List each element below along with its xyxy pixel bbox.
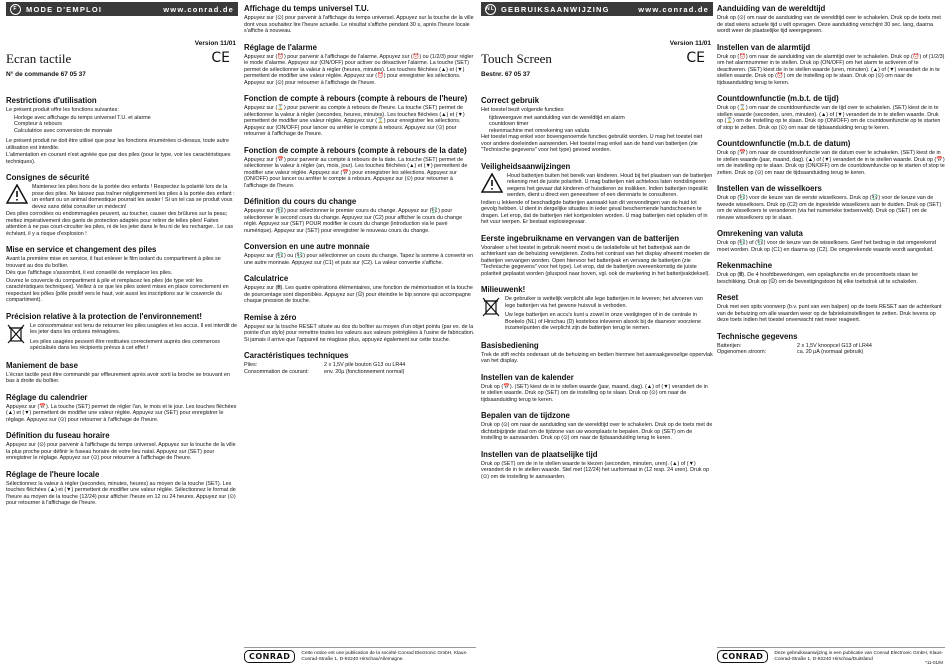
- section-text: Des piles corrodées ou endommagées peuvent, au toucher, causer des brûlures sur la peau; mettez impérativement des gants de protection adaptés pour retirer de telles piles! Faites attention à ne pas court-circuiter les piles, ni de les jeter dans le feu ni de les recharger.. Le cas échéant, il y a risque d'explosion !: [6, 211, 234, 237]
- crossed-bin-icon: [6, 323, 26, 345]
- banner-nl: [481, 2, 713, 16]
- version-label: Version 11/01: [669, 40, 711, 47]
- banner-site: www.conrad.de: [163, 4, 234, 14]
- section-text: Le présent produit ne doit être utilisé que pour les fonctions énumérées ci-dessus, toute autre utilisation est interdite.: [6, 138, 229, 151]
- section-text: Druk op (📅). (SET) kiest de in te stellen waarde (jaar, maand, dag). (▲) of (▼) verandert de in te stellen waarde. Druk op (SET) om de instelling op te slaan. Druk op (⊙) om naar de tijdsaanduiding terug te keren.: [481, 383, 708, 403]
- banner-title: MODE D'EMPLOI: [26, 4, 103, 14]
- column-nl-1: [481, 0, 713, 667]
- section-heading: Mise en service et changement des piles: [6, 245, 157, 254]
- section-text: Uw lege batterijen en accu's kunt u zowel in onze vestigingen of in de centrale in Boekelo (NL) of Hirschau (D) kosteloos inleveren alsook bij de daarvoor voorziene inzamelpunten die verplicht zijn de batterijen terug te nemen.: [505, 312, 701, 331]
- section-heading: Remise à zéro: [244, 312, 297, 322]
- section-heading: Reset: [717, 293, 739, 302]
- section-text: Appuyez sur (⏰) pour parvenir à l'affichage de l'alarme. Appuyez sur (⏰) ou (1/2/3) pour régler le mode d'alarme. Appuyez sur (ON/OFF) pour activer ou désactiver l'alarme. La touche (SET) permet de sélectionner la valeur à régler (heures, minutes). Les touches fléchées (▲) et (▼) permettent de modifier une valeur réglée. Appuyez sur (⏰) pour enregistrer les sélections. Appuyez sur (⊙) pour retourner à l'affichage de l'heure.: [244, 53, 474, 86]
- banner-title: GEBRUIKSAANWIJZING: [501, 4, 610, 14]
- banner-site: www.conrad.de: [638, 4, 709, 14]
- section-heading: Réglage du calendrier: [6, 392, 88, 402]
- section-heading: Instellen van de kalender: [481, 372, 574, 382]
- spec-value: env. 20µ (fonctionnement normal): [324, 368, 405, 375]
- section-heading: Technische gegevens: [717, 331, 798, 341]
- spec-label: Batterijen:: [717, 342, 742, 349]
- section-text: Houd batterijen buiten het bereik van kinderen. Houd bij het plaatsen van de batterijen rekening met de juiste polariteit. U mag batterijen niet achteloos laten rondslingeren wegens het gevaar dat kinderen of huisdieren ze inslikken. Indien batterijen ingeslikt werden, dient u direct een geneesheer of een dierenarts te consulteren.: [507, 172, 713, 198]
- section-text: Appuyez sur (⊙) pour parvenir à l'affichage du temps universel. Appuyez sur la touche de la ville la plus proche pour définir le fuseau horaire de votre lieu natal. Appuyez sur (SET) pour enregistrer le réglage. Appuyez sur (⊙) pour retourner à l'affichage de l'heure.: [6, 442, 236, 461]
- spec-label: Piles:: [244, 362, 258, 368]
- spec-value: 2 x 1,5V pile bouton G13 ou LR44: [324, 362, 406, 368]
- section-text: Appuyez sur (📅). La touche (SET) permet de régler l'an, le mois et le jour. Les touches fléchées (▲) et (▼) permettent de modifier une valeur réglée. Appuyez sur (SET) pour enregistrer le réglage. Appuyez sur (⊙) pour retourner à l'affichage de l'heure.: [6, 403, 237, 423]
- section-text: Appuyez sur (📅) pour parvenir au compte à rebours de la date. La touche (SET) permet de sélectionner la valeur à régler (an, mois, jour). Les touches fléchées (▲) et (▼) permettent de modifier une valeur réglée. Appuyez sur (📅) pour enregistrer les sélections. Appuyez sur (ON/OFF) pour lancer ou arrêter le compte à rebours. Appuyez sur (⊙) pour retourner à l'affichage de l'heure.: [244, 156, 468, 189]
- warning-icon: [481, 173, 503, 193]
- section-text: Druk op (⏰) om naar de aanduiding van de alarmtijd over te schakelen. Druk op (⏰) of (1/2/3) om het alarmnummer in te stellen. Druk op (ON/OFF) om het alarm te activeren of te deactiveren. (SET) kiest de in te stellen waarde (uren, minuten). (▲) of (▼) verandert de in te stellen waarde. Druk op (⏰) om de instelling op te slaan. Druk op (⊙) om naar de tijdsaanduiding terug te keren.: [717, 53, 945, 86]
- section-text: Trek de stift rechts onderaan uit de behuizing en bedien hiermee het aanraakgevoelige oppervlak van het display.: [481, 351, 713, 364]
- section-heading: Précision relative à la protection de l'environnement!: [6, 311, 202, 321]
- section-text: L'écran tactile peut être commandé par effleurement après avoir sorti la broche se trouvant en bas à droite du boîtier.: [6, 371, 230, 384]
- section-text: Le consommateur est tenu de retourner les piles usagées et les accus. Il est interdit de les jeter dans les ordures ménagères.: [30, 322, 238, 335]
- column-fr-1: [6, 0, 238, 667]
- section-heading: Conversion en une autre monnaie: [244, 242, 370, 251]
- spec-table: [717, 343, 945, 356]
- section-heading: Milieuwenk!: [481, 285, 526, 294]
- section-text: Ouvrez le couvercle du compartiment à pile et remplacez les piles (de type voir les caractéristiques techniques). Veillez à ce que les piles soient mises en place correctement en respectant les pôles (pôle positif vers le haut, voir aussi les inscriptions sur le couvercle du compartiment).: [6, 277, 229, 303]
- section-heading: Rekenmachine: [717, 261, 773, 270]
- section-text: De gebruiker is wettelijk verplicht alle lege batterijen in te leveren; het afvoeren van lege batterijen via het gewone huisvuil is verboden.: [505, 296, 703, 309]
- section-text: Druk op (⊙) om naar de aanduiding van de wereldtijd over te schakelen. Druk op de toets met de dichtstbijzijnde stad om de tijdzone van uw woonplaats te bepalen. Druk op (SET) om de instelling te aanvaarden. Druk op (⊙) om naar de tijdsaanduiding terug te keren.: [481, 422, 713, 441]
- section-heading: Aanduiding van de wereldtijd: [717, 4, 826, 13]
- section-heading: Eerste ingebruikname en vervangen van de batterijen: [481, 233, 680, 243]
- section-heading: Omrekening van valuta: [717, 229, 803, 238]
- header-nl: [481, 16, 713, 88]
- section-heading: Instellen van de plaatselijke tijd: [481, 449, 598, 459]
- section-text: Druk op (🖩). De 4 hoofdbewerkingen, een opslagfunctie en de procenttoets staan ter beschikking. Druk op (⊙) om de bevestigingstoon bij elke toetsdruk uit te schakelen.: [717, 272, 919, 285]
- section-heading: Calculatrice: [244, 274, 289, 283]
- section-text: Vooraleer u het toestel in gebruik neemt moet u de isolatiefolie uit het batterijvak aan de achterkant van de behuizing verwijderen. Zodra het contrast van het display afneemt moeten de batterijen vervangen worden. Open hiervoor het batterijvak en vervang de batterijen (zie "Technische gegevens" voor het type). Let erop, dat de batterijen overeenkomstig de juiste polariteit geplaatst worden (pluspool naar boven, vgl. ook de markering in het batterijvakdeksel).: [481, 244, 710, 277]
- section-heading: Bepalen van de tijdzone: [481, 411, 570, 420]
- list-item: • rekenmachine met omrekening van valuta: [489, 128, 713, 135]
- spec-value: 2 x 1,5V knoopcel G13 of LR44: [797, 342, 872, 349]
- section-heading: Fonction de compte à rebours (compte à rebours de l'heure): [244, 94, 468, 103]
- section-heading: Définition du cours du change: [244, 197, 357, 206]
- section-heading: Réglage de l'alarme: [244, 42, 317, 52]
- section-text: Het toestel mag enkel voor bovengenoemde functies gebruikt worden. U mag het toestel niet voor andere doeleinden aanwenden. Het toestel mag enkel aan de hand van batterijen (zie "Technische gegevens" voor het type) gevoed worden.: [481, 134, 703, 153]
- feature-list: [481, 115, 713, 135]
- page-title: Touch Screen: [481, 51, 552, 66]
- list-item: • Compteur à rebours: [14, 121, 238, 128]
- section-heading: Countdownfunctie (m.b.t. de tijd): [717, 94, 839, 103]
- section-heading: Maniement de base: [6, 360, 78, 370]
- feature-list: [6, 115, 238, 135]
- section-text: Appuyez sur (💱) ou (💱) pour sélectionner un cours du change. Tapez la somme à convertir en une autre monnaie. Appuyez sur (C1) et puis sur (C2). La valeur convertie s'affiche.: [244, 253, 474, 266]
- ce-mark-icon: CE: [686, 50, 705, 66]
- section-heading: Consignes de sécurité: [6, 173, 90, 182]
- section-text: Appuyez sur (💱) pour sélectionner le premier cours du change. Appuyez sur (💱) pour sélectionner le second cours du change. Appuyez sur (C2) pour afficher le cours du change réglé. Appuyez sur (SET) POUR modifier le cours du change (introduction via le pavé numérique). Appuyez sur (SET) pour enregistrer le nouveau cours du change.: [244, 208, 463, 234]
- header-fr: [6, 16, 238, 88]
- section-text: Appuyez sur (⌛) pour parvenir au compte à rebours de l'heure. La touche (SET) permet de sélectionner la valeur à régler (secondes, heures, minutes). Les touches fléchées (▲) et (▼) permettent de modifier une valeur réglée. Appuyez sur (⌛) pour enregistrer les sélections. Appuyez sur (ON/OFF) pour lancer ou arrêter le compte à rebours. Appuyez sur (⊙) pour retourner à l'affichage de l'heure.: [244, 105, 465, 137]
- section-heading: Instellen van de alarmtijd: [717, 42, 811, 52]
- spec-label: Opgenomen stroom:: [717, 349, 767, 355]
- footer-fr: [244, 647, 476, 663]
- footer-text: Cette notice est une publication de la société Conrad Electronic GmbH, Klaus-Conrad-Straße 1, D-92240 Hirschau/Allemagne.: [301, 650, 468, 662]
- section-heading: Réglage de l'heure locale: [6, 469, 100, 479]
- spec-table: [244, 362, 476, 375]
- section-heading: Basisbediening: [481, 340, 539, 350]
- section-text: Le présent produit offre les fonctions suivantes:: [6, 107, 119, 113]
- ce-mark-icon: CE: [211, 50, 230, 66]
- spec-label: Consommation de courant:: [244, 368, 309, 375]
- section-text: Druk op (⊙) om naar de aanduiding van de wereldtijd over te schakelen. Druk op de toets met de stad wiens actuele tijd u wilt opvragen. Deze aanduiding verschijnt 30 sec. lang, daarna wordt weer de plaatselijke tijd weergegeven.: [717, 15, 941, 34]
- section-text: Druk op (SET) om de in te stellen waarde te kiezen (seconden, minuten, uren). (▲) of (▼) verandert de in te stellen waarde. Stel met (12/24) het uurformaat in (12 resp. 24 uren). Druk op (⊙) om de instelling te aanvaarden.: [481, 460, 710, 480]
- section-heading: Countdownfunctie (m.b.t. de datum): [717, 139, 851, 148]
- order-number: Bestnr. 67 05 37: [481, 71, 531, 78]
- section-text: Druk op (💱) of (💱) voor de keuze van de wisselkoers. Geef het bedrag in dat omgerekend moet worden. Druk op (C1) en daarna op (C2). De omgerekende waarde wordt aangeduid.: [717, 240, 936, 253]
- section-text: Maintenez les piles hors de la portée des enfants ! Respectez la polarité lors de la pose des piles. Ne laissez pas traîner négligemment les piles à la portée des enfant : un enfant ou un animal domestique pourrait les avaler ! Si un tel cas se produit vous devez sans délai consulter un médecin!: [32, 184, 235, 210]
- section-text: Indien u lekkende of beschadigde batterijen aanraakt kan dit verwondingen van de huid tot gevolg hebben. U dient in dergelijke situaties in ieder geval beschermende handschoenen te dragen. Let erop, dat de batterijen niet kortgesloten worden. U mag batterijen niet opladen of in het vuur werpen. Er bestaat explosiegevaar.: [481, 199, 708, 225]
- page-title: Ecran tactile: [6, 51, 72, 66]
- spec-value: ca. 20 µA (normaal gebruik): [797, 349, 864, 355]
- section-heading: Fonction de compte à rebours (compte à rebours de la date): [244, 145, 467, 155]
- section-text: Druk op (⌛) om naar de countdownfunctie van de tijd over te schakelen. (SET) kiest de in te stellen waarde (seconden, uren, minuten). (▲) of (▼) verandert de in te stellen waarde. Druk op (⌛) om de instelling op te slaan. Druk op (ON/OFF) om de countdownfunctie op te starten of stop te zetten. Druk op (⊙) om naar de tijdsaanduiding terug te keren.: [717, 105, 941, 131]
- section-text: Avant la première mise en service, il faut enlever le film isolant du compartiment à piles se trouvant au dos du boîtier.: [6, 256, 221, 269]
- section-text: Dès que l'affichage s'assombrit, il est conseillé de remplacer les piles.: [6, 270, 173, 276]
- order-number: N° de commande 67 05 37: [6, 71, 86, 78]
- page-code: *11-01/M: [925, 660, 943, 665]
- section-text: L'alimentation en courant n'est agréée que par des piles (pour le type, voir les caractéristiques techniques).: [6, 152, 231, 165]
- section-heading: Affichage du temps universel T.U.: [244, 4, 369, 13]
- footer-text: Deze gebruiksaanwijzing is een publicatie van Conrad Electronic GmbH, Klaus-Conrad-Straße 1, D-92240 Hirschau/Duitsland: [774, 650, 944, 662]
- section-text: Appuyez sur (🖩). Les quatre opérations élémentaires, une fonction de mémorisation et la touche de pourcentage sont disponibles. Appuyez sur (⊙) pour éteindre le bip sonore qui accompagne chaque pression de touche.: [244, 285, 473, 304]
- section-heading: Veiligheidsaanwijzingen: [481, 161, 571, 171]
- version-label: Version 11/01: [194, 40, 236, 47]
- list-item: • Horloge avec affichage du temps universel T.U. et alarme: [14, 115, 238, 122]
- section-text: Het toestel bezit volgende functies:: [481, 107, 565, 113]
- section-text: Appuyez sur la touche RESET située au dos du boîtier au moyen d'un objet pointu (par ex. de la pointe d'un stylo) pour remettre toutes les valeurs aux valeurs préréglées à l'usine de fabrication. Si jamais il arrive que l'appareil ne réagisse plus, appuyez également sur cette touche.: [244, 323, 475, 343]
- section-heading: Définition du fuseau horaire: [6, 431, 110, 440]
- column-fr-2: [244, 0, 476, 667]
- list-item: • tijdsweergave met aanduiding van de wereldtijd en alarm: [489, 115, 713, 122]
- section-text: Les piles usagées peuvent être restituées correctement auprès des commerces spécialisés dans les récipients prévus à cet effet !: [30, 338, 220, 351]
- flag-icon: NL: [485, 4, 496, 15]
- section-text: Druk op (📅) om naar de countdownfunctie van de datum over te schakelen. (SET) kiest de in te stellen waarde (jaar, maand, dag). (▲) of (▼) verandert de in te stellen waarde. Druk op (📅) om de instelling op te slaan. Druk op (ON/OFF) om de countdownfunctie op te starten of stop te zetten. Druk op (⊙) om naar de tijdsaanduiding terug te keren.: [717, 150, 945, 176]
- section-text: Sélectionnez la valeur à régler (secondes, minutes, heures) au moyen de la touche (SET). Les touches fléchées (▲) et (▼) permettent de modifier une valeur réglée. Sélectionnez le format de l'heure au moyen de la touche (12/24) pour afficher l'heure en 12 ou 24 heures. Appuyez sur (⊙) pour retourner à l'affichage de l'heure.: [6, 480, 236, 506]
- list-item: • countdown timer: [489, 121, 713, 128]
- column-nl-2: [717, 0, 945, 667]
- section-heading: Correct gebruik: [481, 96, 540, 105]
- conrad-logo: CONRAD: [717, 650, 768, 663]
- footer-nl: [717, 647, 945, 663]
- conrad-logo: CONRAD: [244, 650, 295, 663]
- warning-icon: [6, 184, 28, 204]
- crossed-bin-icon: [481, 296, 501, 318]
- banner-fr: [6, 2, 238, 16]
- section-text: Druk met een spits voorwerp (b.v. punt van een balpen) op de toets RESET aan de achterkant van de behuizing om alle waarden weer op de fabrieksinstellingen te zetten. Druk tevens op deze toets indien het toestel onverwacht niet meer reageert.: [717, 304, 942, 323]
- list-item: • Calculatrice avec conversion de monnaie: [14, 128, 238, 135]
- section-heading: Instellen van de wisselkoers: [717, 184, 822, 193]
- section-text: Druk op (💱) voor de keuze van de eerste wisselkoers. Druk op (💱) voor de keuze van de tweede wisselkoers. Druk op (C2) om de ingestelde wisselkoers aan te duiden. Druk op (SET) om de wisselkoers te veranderen (via het numerieke toetsenveld). Druk op (SET) om de nieuwe wisselkoers op te slaan.: [717, 195, 942, 221]
- section-heading: Caractéristiques techniques: [244, 351, 349, 360]
- section-heading: Restrictions d'utilisation: [6, 96, 97, 105]
- flag-icon: F: [10, 4, 21, 15]
- section-text: Appuyez sur (⊙) pour parvenir à l'affichage du temps universel. Appuyez sur la touche de la ville dont vous souhaitez lire l'heure actuelle. Le résultat s'affiche pendant 30 s, après l'heure locale s'affiche à nouveau.: [244, 15, 474, 34]
